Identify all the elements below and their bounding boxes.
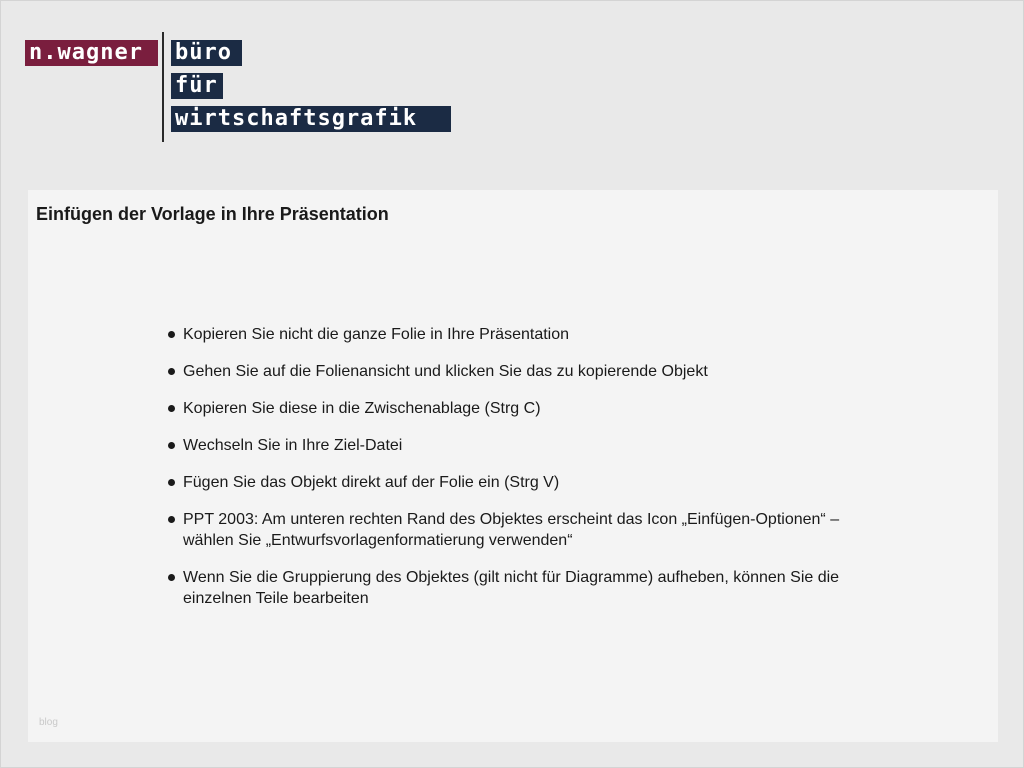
slide-title: Einfügen der Vorlage in Ihre Präsentation [36,204,389,224]
bullet-text: Wechseln Sie in Ihre Ziel-Datei [183,437,403,454]
bullet-item [168,472,868,493]
slide-panel [28,190,998,742]
bullet-dot-icon [168,574,175,581]
bullet-text: Kopieren Sie diese in die Zwischenablage (Strg C) [183,400,541,417]
bullet-dot-icon [168,405,175,412]
logo-line-2: für [171,73,223,99]
bullet-text: Fügen Sie das Objekt direkt auf der Folie ein (Strg V) [183,474,560,491]
logo-divider [162,32,164,142]
bullet-item [168,361,868,382]
logo-line-3: wirtschaftsgrafik [171,106,451,132]
bullet-item [168,509,868,551]
watermark: blog [39,717,58,728]
bullet-item [168,435,868,456]
logo-name: n.wagner [25,40,158,66]
bullet-item [168,567,868,609]
bullet-dot-icon [168,516,175,523]
bullet-item [168,398,868,419]
bullet-item [168,324,868,345]
bullet-dot-icon [168,442,175,449]
bullet-text: PPT 2003: Am unteren rechten Rand des Objektes erscheint das Icon „Einfügen-Optionen“ – wählen Sie „Entwurfsvorlagenformatierung verwenden“ [183,511,840,549]
bullet-dot-icon [168,479,175,486]
bullet-text: Kopieren Sie nicht die ganze Folie in Ihre Präsentation [183,326,570,343]
bullet-dot-icon [168,331,175,338]
bullet-dot-icon [168,368,175,375]
bullet-text: Wenn Sie die Gruppierung des Objektes (gilt nicht für Diagramme) aufheben, können Sie die einzelnen Teile bearbeiten [183,569,840,607]
bullet-list [168,324,868,625]
bullet-text: Gehen Sie auf die Folienansicht und klicken Sie das zu kopierende Objekt [183,363,708,380]
company-logo [0,0,1024,160]
logo-line-1: büro [171,40,242,66]
